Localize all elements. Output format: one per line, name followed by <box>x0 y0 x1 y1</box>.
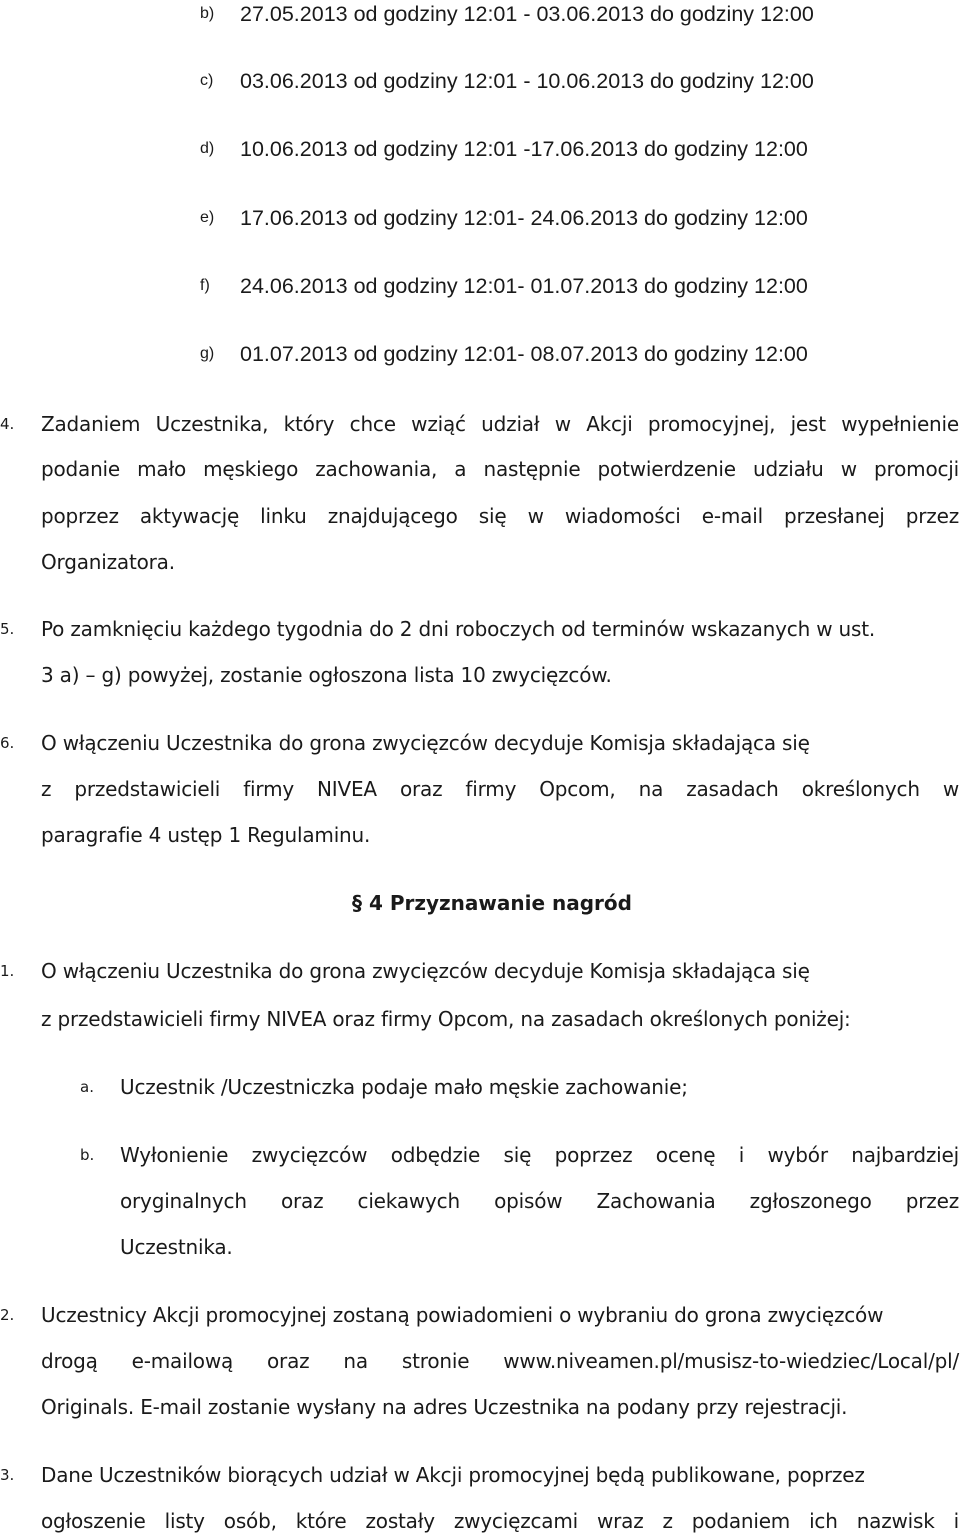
paragraph-line: poprzez aktywację linku znajdującego się w wiadomości e-mail przesłanej przez <box>41 504 959 528</box>
paragraph-line: Zadaniem Uczestnika, który chce wziąć udział w Akcji promocyjnej, jest wypełnienie <box>41 412 959 436</box>
date-range: 24.06.2013 od godziny 12:01- 01.07.2013 do godziny 12:00 <box>240 274 808 298</box>
date-range: 10.06.2013 od godziny 12:01 -17.06.2013 do godziny 12:00 <box>240 137 808 161</box>
date-range: 01.07.2013 od godziny 12:01- 08.07.2013 do godziny 12:00 <box>240 342 808 366</box>
paragraph-line: ogłoszenie listy osób, które zostały zwycięzcami wraz z podaniem ich nazwisk i <box>41 1509 959 1533</box>
date-range: 03.06.2013 od godziny 12:01 - 10.06.2013 do godziny 12:00 <box>240 69 814 93</box>
paragraph-line: O włączeniu Uczestnika do grona zwycięzców decyduje Komisja składająca się <box>41 731 810 755</box>
list-marker: c) <box>200 72 214 89</box>
paragraph-number: 6. <box>0 734 15 752</box>
paragraph-number: 4. <box>0 415 15 433</box>
paragraph-number: 5. <box>0 620 15 638</box>
paragraph-line: Po zamknięciu każdego tygodnia do 2 dni roboczych od terminów wskazanych w ust. <box>41 617 876 641</box>
paragraph-line: Originals. E-mail zostanie wysłany na adres Uczestnika na podany przy rejestracji. <box>41 1395 848 1419</box>
list-marker: g) <box>200 345 215 362</box>
list-marker: a. <box>80 1078 94 1096</box>
section-heading: § 4 Przyznawanie nagród <box>352 891 632 915</box>
list-marker: b) <box>200 5 215 22</box>
paragraph-line: 3 a) – g) powyżej, zostanie ogłoszona lista 10 zwycięzców. <box>41 663 612 687</box>
list-marker: b. <box>80 1146 95 1164</box>
list-item: oryginalnych oraz ciekawych opisów Zachowania zgłoszonego przez <box>120 1189 959 1213</box>
list-marker: e) <box>200 209 215 226</box>
paragraph-line: Organizatora. <box>41 550 175 574</box>
paragraph-line: z przedstawicieli firmy NIVEA oraz firmy Opcom, na zasadach określonych w <box>41 777 959 801</box>
list-item: Uczestnika. <box>120 1235 233 1259</box>
paragraph-number: 2. <box>0 1306 15 1324</box>
list-item: Wyłonienie zwycięzców odbędzie się poprzez ocenę i wybór najbardziej <box>120 1143 959 1167</box>
list-marker: d) <box>200 140 215 157</box>
paragraph-line: Uczestnicy Akcji promocyjnej zostaną powiadomieni o wybraniu do grona zwycięzców <box>41 1303 884 1327</box>
list-marker: f) <box>200 277 210 294</box>
paragraph-line: Dane Uczestników biorących udział w Akcji promocyjnej będą publikowane, poprzez <box>41 1463 865 1487</box>
list-item: Uczestnik /Uczestniczka podaje mało męskie zachowanie; <box>120 1075 688 1099</box>
paragraph-number: 1. <box>0 962 15 980</box>
paragraph-line: z przedstawicieli firmy NIVEA oraz firmy Opcom, na zasadach określonych poniżej: <box>41 1007 851 1031</box>
paragraph-line: podanie mało męskiego zachowania, a następnie potwierdzenie udziału w promocji <box>41 457 959 481</box>
paragraph-line: drogą e-mailową oraz na stronie www.niveamen.pl/musisz-to-wiedziec/Local/pl/ <box>41 1349 959 1373</box>
paragraph-line: paragrafie 4 ustęp 1 Regulaminu. <box>41 823 371 847</box>
paragraph-number: 3. <box>0 1466 15 1484</box>
paragraph-line: O włączeniu Uczestnika do grona zwycięzców decyduje Komisja składająca się <box>41 959 810 983</box>
date-range: 27.05.2013 od godziny 12:01 - 03.06.2013 do godziny 12:00 <box>240 2 814 26</box>
date-range: 17.06.2013 od godziny 12:01- 24.06.2013 do godziny 12:00 <box>240 206 808 230</box>
